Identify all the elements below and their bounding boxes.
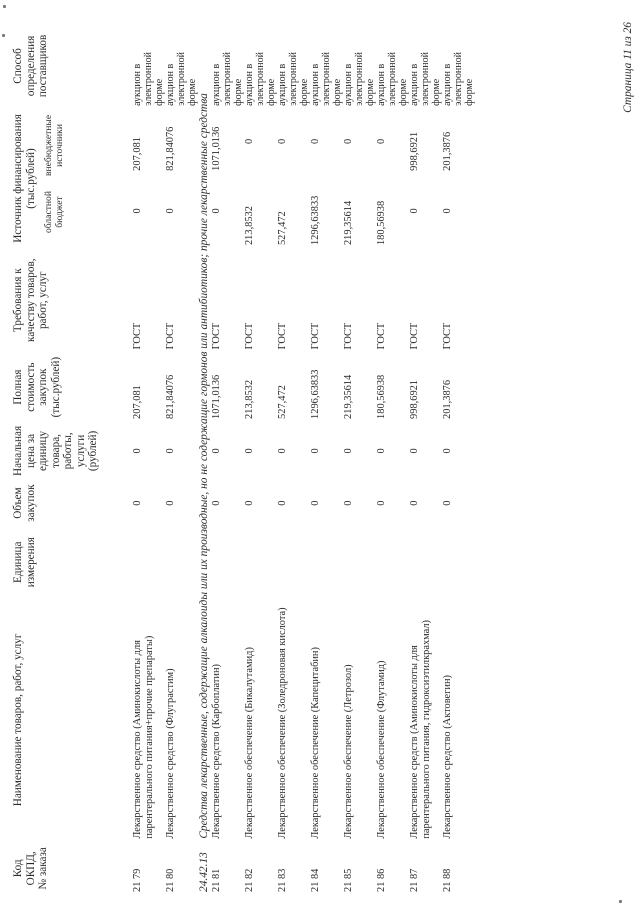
table-row — [310, 23, 343, 895]
row-source-regional: 219,35614 — [342, 200, 354, 246]
header-price: Начальная цена за единицу товара, работы, услуги (рублей) — [12, 425, 99, 476]
row-code: 21 79 — [132, 868, 143, 892]
row-name: Лекарственное обеспечение (Золедроновая кислота) — [276, 607, 288, 839]
row-cost: 821,84076 — [165, 374, 176, 419]
header-source — [12, 109, 132, 248]
header-method: Способ определения поставщиков — [12, 34, 49, 98]
procurement-table — [12, 23, 475, 895]
row-name: Лекарственное средство (Карбоплатин) — [210, 664, 222, 839]
row-source-other: 0 — [342, 138, 354, 144]
row-volume: 0 — [210, 500, 222, 506]
header-source-sub — [43, 112, 65, 245]
row-unit — [277, 526, 310, 598]
row-volume: 0 — [342, 500, 354, 506]
row-code: 21 85 — [342, 868, 354, 892]
row-cost: 213,8532 — [243, 379, 255, 419]
row-requirements: ГОСТ — [309, 322, 321, 350]
row-unit — [442, 526, 475, 598]
header-unit: Единица измерения — [12, 537, 37, 588]
table-row — [409, 23, 442, 895]
table-header — [12, 23, 132, 895]
row-name: Лекарственное обеспечение (Флутамид) — [375, 660, 387, 839]
header-source-other: внебюджетные источники — [43, 114, 65, 177]
row-price: 0 — [408, 448, 420, 454]
row-requirements: ГОСТ — [408, 322, 420, 350]
row-price: 0 — [342, 448, 354, 454]
row-price: 0 — [210, 448, 222, 454]
header-name: Наименование товаров, работ, услуг — [12, 633, 24, 807]
row-price: 0 — [309, 448, 321, 454]
row-code: 21 82 — [243, 868, 255, 892]
row-price: 0 — [276, 448, 288, 454]
row-method: аукцион в электронной форме — [243, 52, 277, 106]
row-volume: 0 — [408, 500, 420, 506]
row-method: аукцион в электронной форме — [342, 52, 376, 106]
table-row — [132, 23, 165, 895]
row-cost: 180,56938 — [375, 374, 387, 419]
row-method: аукцион в электронной форме — [408, 52, 442, 106]
row-unit — [310, 526, 343, 598]
section-row — [198, 23, 211, 895]
header-code: Код ОКПД, № заказа — [12, 847, 49, 890]
table-row — [277, 23, 310, 895]
header-cost: Полная стоимость закупок (тыс.рублей) — [12, 356, 62, 418]
row-unit — [409, 526, 442, 598]
row-requirements: ГОСТ — [165, 322, 176, 350]
row-method: аукцион в электронной форме — [210, 52, 244, 106]
section-code: 24.42.13 — [198, 852, 210, 892]
row-code: 21 80 — [165, 868, 176, 892]
scan-artifact — [619, 900, 622, 903]
row-source-other: 998,6921 — [408, 131, 420, 171]
row-requirements: ГОСТ — [375, 322, 387, 350]
row-requirements: ГОСТ — [441, 322, 453, 350]
row-source-regional: 0 — [165, 208, 176, 214]
row-name: Лекарственное средство (Актовегин) — [441, 674, 453, 839]
row-unit — [165, 526, 198, 598]
row-source-regional: 527,472 — [276, 211, 288, 246]
row-source-regional: 180,56938 — [375, 200, 387, 246]
row-price: 0 — [165, 448, 176, 454]
row-cost: 201,3876 — [441, 379, 453, 419]
row-source-regional: 1296,63833 — [309, 195, 321, 246]
row-name: Лекарственное обеспечение (Капецитабин) — [309, 647, 321, 839]
table-row — [165, 23, 198, 895]
row-unit — [244, 526, 277, 598]
row-name: Лекарственное средство (Флуграстим) — [165, 668, 176, 839]
row-volume: 0 — [276, 500, 288, 506]
row-requirements: ГОСТ — [132, 322, 143, 350]
row-unit — [376, 526, 409, 598]
row-price: 0 — [441, 448, 453, 454]
row-unit — [343, 526, 376, 598]
row-source-other: 0 — [243, 138, 255, 144]
table-row — [343, 23, 376, 895]
row-name: Лекарственное средств (Аминокислоты для парентерального питания, гидроксиэтилкрахмал) — [408, 619, 432, 839]
row-source-regional: 0 — [441, 208, 453, 214]
row-source-other: 201,3876 — [441, 131, 453, 171]
row-unit — [132, 526, 165, 598]
row-cost: 219,35614 — [342, 374, 354, 419]
row-cost: 207,081 — [132, 385, 143, 419]
row-volume: 0 — [309, 500, 321, 506]
row-code: 21 87 — [408, 868, 420, 892]
row-method: аукцион в электронной форме — [309, 52, 343, 106]
row-requirements: ГОСТ — [342, 322, 354, 350]
row-source-other: 0 — [309, 138, 321, 144]
table-row — [211, 23, 244, 895]
row-method: аукцион в электронной форме — [375, 52, 409, 106]
row-price: 0 — [243, 448, 255, 454]
row-unit — [211, 526, 244, 598]
row-source-other: 0 — [276, 138, 288, 144]
row-volume: 0 — [132, 500, 143, 506]
row-code: 21 88 — [441, 868, 453, 892]
row-volume: 0 — [441, 500, 453, 506]
header-requirements: Требования к качеству товаров, работ, услуг — [12, 258, 49, 342]
row-source-other: 1071,0136 — [210, 126, 222, 171]
row-source-other: 821,84076 — [165, 126, 176, 171]
row-volume: 0 — [165, 500, 176, 506]
row-method: аукцион в электронной форме — [276, 52, 310, 106]
row-source-other: 0 — [375, 138, 387, 144]
header-source-regional: областной бюджет — [43, 191, 65, 234]
row-code: 21 86 — [375, 868, 387, 892]
row-price: 0 — [132, 448, 143, 454]
row-name: Лекарственное обеспечение (Бикалутамид) — [243, 647, 255, 839]
row-cost: 1296,63833 — [309, 369, 321, 419]
row-code: 21 83 — [276, 868, 288, 892]
row-source-regional: 0 — [132, 208, 143, 214]
row-method: аукцион в электронной форме — [132, 52, 165, 106]
row-volume: 0 — [375, 500, 387, 506]
row-cost: 1071,0136 — [210, 374, 222, 419]
table-row — [244, 23, 277, 895]
row-source-regional: 213,8532 — [243, 206, 255, 246]
row-source-regional: 0 — [210, 208, 222, 214]
section-title: Средства лекарственные, содержащие алкалоиды или их производные, но не содержащие гормонов или антибиотиков; прочие лекарственные средства — [198, 93, 210, 839]
header-source-label: Источник финансирования (тыс.рублей) — [12, 114, 37, 243]
row-name: Лекарственное средство (Аминокислоты для парентерального питания+прочие препараты) — [132, 635, 155, 839]
scan-artifact — [2, 34, 5, 37]
row-requirements: ГОСТ — [243, 322, 255, 350]
row-name: Лекарственное обеспечение (Летрозол) — [342, 664, 354, 839]
row-requirements: ГОСТ — [276, 322, 288, 350]
row-source-regional: 0 — [408, 208, 420, 214]
row-cost: 998,6921 — [408, 379, 420, 419]
row-requirements: ГОСТ — [210, 322, 222, 350]
table-row — [442, 23, 475, 895]
row-code: 21 81 — [210, 868, 222, 892]
row-method: аукцион в электронной форме — [441, 52, 475, 106]
row-method: аукцион в электронной форме — [165, 52, 198, 106]
scan-artifact — [3, 5, 6, 8]
row-price: 0 — [375, 448, 387, 454]
table-row — [376, 23, 409, 895]
page-number: Страница 11 из 26 — [622, 22, 634, 113]
row-cost: 527,472 — [276, 385, 288, 419]
row-source-other: 207,081 — [132, 137, 143, 171]
header-volume: Объем закупок — [12, 484, 37, 522]
row-code: 21 84 — [309, 868, 321, 892]
row-volume: 0 — [243, 500, 255, 506]
